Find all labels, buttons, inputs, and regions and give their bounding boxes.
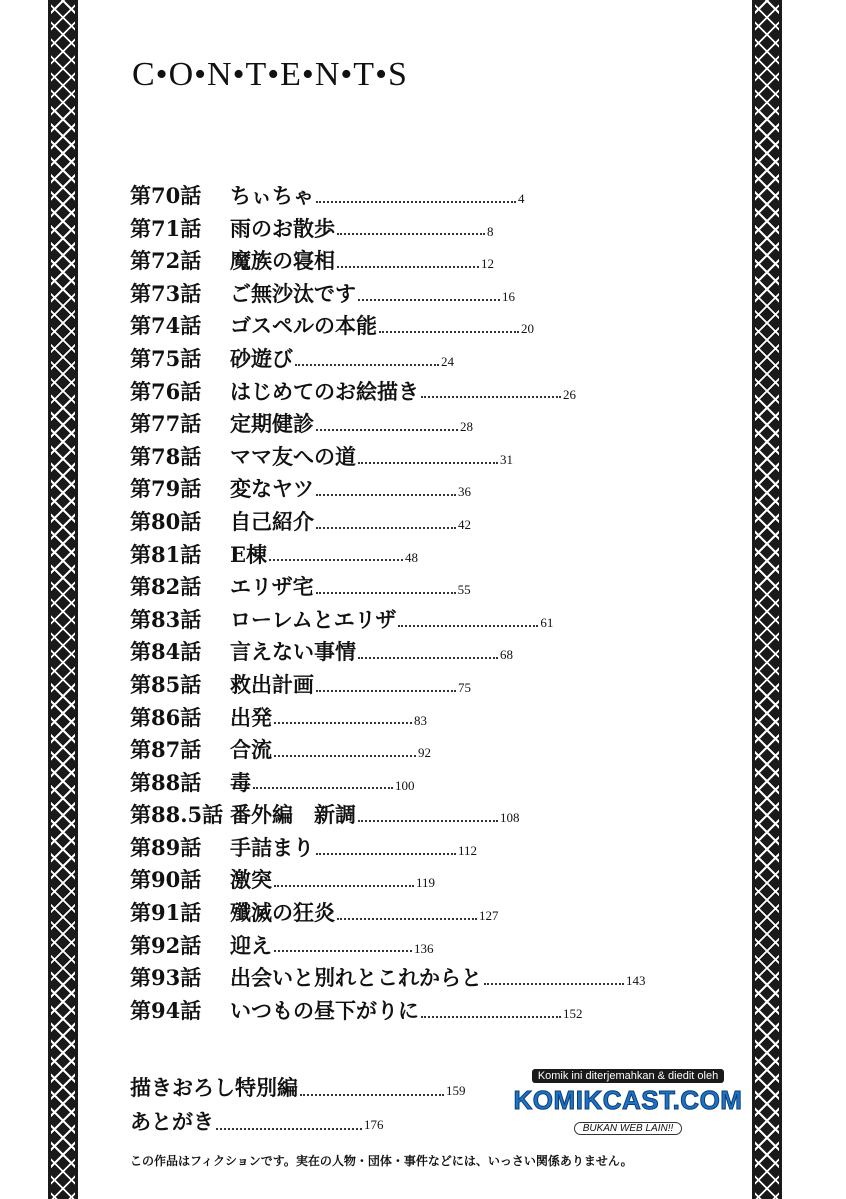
page-number: 112 <box>458 842 478 858</box>
dot-leader <box>379 328 519 333</box>
toc-entry <box>130 897 690 930</box>
chapter-title: 番外編 新調 <box>230 802 356 828</box>
dot-leader <box>253 784 393 789</box>
page-number: 16 <box>502 288 515 304</box>
dot-leader <box>358 654 498 659</box>
toc-entry <box>130 343 690 376</box>
chapter-title: はじめてのお絵描き <box>230 378 419 404</box>
chapter-number: 第70話 <box>130 183 202 208</box>
page-number: 100 <box>395 777 415 793</box>
chapter-number: 第88話 <box>130 769 202 795</box>
toc-entry <box>130 962 690 995</box>
chapter-title: 定期健診 <box>230 411 314 437</box>
dot-leader <box>337 263 479 268</box>
page-number: 28 <box>460 419 473 435</box>
page-number: 159 <box>446 1083 466 1098</box>
chapter-title: あとがき <box>130 1109 214 1134</box>
dot-leader <box>337 230 485 235</box>
page-number: 83 <box>414 712 427 728</box>
page-number: 26 <box>563 386 576 402</box>
toc-entry <box>130 376 690 409</box>
toc-entry <box>130 310 690 343</box>
chapter-number: 第80話 <box>130 508 202 534</box>
chapter-number: 第77話 <box>130 411 202 437</box>
page-number: 42 <box>458 516 471 532</box>
chapter-title: 殲滅の狂炎 <box>230 900 335 926</box>
toc-entry <box>130 799 690 832</box>
page-number: 61 <box>540 614 554 630</box>
extras-list <box>130 1072 550 1140</box>
dot-leader <box>316 850 456 855</box>
toc-entry <box>130 245 690 278</box>
toc-entry <box>130 473 690 506</box>
page-number: 75 <box>458 679 471 695</box>
chapter-title: 出発 <box>230 704 272 730</box>
chapter-number: 第94話 <box>130 997 202 1023</box>
dot-leader <box>295 361 439 366</box>
chapter-number: 第89話 <box>130 834 202 860</box>
dot-leader <box>358 459 498 464</box>
page-number: 48 <box>405 549 419 565</box>
toc-entry <box>130 767 690 800</box>
dot-leader <box>421 1013 561 1018</box>
page-number: 55 <box>457 582 471 598</box>
page-number: 31 <box>500 451 513 467</box>
dot-leader <box>216 1125 362 1130</box>
toc-entry <box>130 669 690 702</box>
chapter-title: 出会いと別れとこれからと <box>230 965 482 991</box>
scanlation-watermark <box>512 1064 744 1134</box>
toc-entry <box>130 702 690 735</box>
chapter-number: 第71話 <box>130 215 202 241</box>
chapter-number: 第83話 <box>130 606 202 632</box>
chapter-number: 第72話 <box>130 248 202 274</box>
chapter-number: 第86話 <box>130 704 202 730</box>
page-number: 24 <box>441 353 454 369</box>
dot-leader <box>274 752 416 757</box>
dot-leader <box>274 719 412 724</box>
chapter-number: 第91話 <box>130 900 202 926</box>
toc-entry <box>130 995 690 1028</box>
chapter-number: 第75話 <box>130 345 202 371</box>
dot-leader <box>316 198 516 203</box>
page-number: 4 <box>518 191 525 206</box>
chapter-title: 変なヤツ <box>230 476 314 502</box>
chapter-title: ローレムとエリザ <box>230 606 397 632</box>
dot-leader <box>316 491 456 496</box>
contents-heading: C•O•N•T•E•N•T•S <box>132 56 408 93</box>
chapter-number: 第82話 <box>130 574 202 600</box>
page-number: 108 <box>500 810 520 826</box>
chapter-number: 第74話 <box>130 313 202 339</box>
fiction-notice: この作品はフィクションです。実在の人物・団体・事件などには、いっさい関係ありません。 <box>130 1154 633 1168</box>
chapter-title: 毒 <box>230 769 251 795</box>
chapter-title: 雨のお散歩 <box>230 215 335 241</box>
page-number: 143 <box>626 973 646 989</box>
toc-entry <box>130 1072 550 1106</box>
toc-entry <box>130 1106 550 1140</box>
toc-entry <box>130 636 690 669</box>
dot-leader <box>484 980 624 985</box>
chapter-title: 合流 <box>230 737 272 763</box>
chapter-number: 第92話 <box>130 932 202 958</box>
page-number: 36 <box>458 484 471 500</box>
chapter-title: ちぃちゃ <box>230 183 314 208</box>
chapter-title: 砂遊び <box>230 345 293 371</box>
toc-entry <box>130 213 690 246</box>
chapter-number: 第84話 <box>130 639 202 665</box>
dot-leader <box>274 882 414 887</box>
chapter-title: エリザ宅 <box>230 574 314 600</box>
toc-entry <box>130 864 690 897</box>
dot-leader <box>358 296 500 301</box>
toc-entry <box>130 278 690 311</box>
dot-leader <box>316 687 456 692</box>
watermark-sub-text: BUKAN WEB LAIN!! <box>574 1122 683 1135</box>
chapter-number: 第87話 <box>130 737 202 763</box>
dot-leader <box>358 817 498 822</box>
chapter-title: ご無沙汰です <box>230 280 356 306</box>
chapter-title: ゴスペルの本能 <box>230 313 377 339</box>
chapter-number: 第88.5話 <box>130 802 224 828</box>
chapter-title: 描きおろし特別編 <box>130 1075 298 1100</box>
toc-entry <box>130 832 690 865</box>
chapter-number: 第93話 <box>130 965 202 991</box>
page-number: 176 <box>364 1117 384 1132</box>
chapter-number: 第81話 <box>130 541 202 567</box>
chapter-title: 激突 <box>230 867 272 893</box>
chapter-number: 第78話 <box>130 443 202 469</box>
page-number: 92 <box>418 745 431 761</box>
page-number: 127 <box>479 908 499 924</box>
chapter-number: 第90話 <box>130 867 202 893</box>
watermark-top-text: Komik ini diterjemahkan & diedit oleh <box>532 1069 724 1083</box>
toc-entry <box>130 180 690 213</box>
page-number: 152 <box>563 1005 583 1021</box>
chapter-title: 救出計画 <box>230 671 314 697</box>
page-number: 12 <box>481 256 494 272</box>
dot-leader <box>269 556 403 561</box>
dot-leader <box>274 947 412 952</box>
dot-leader <box>316 426 458 431</box>
chapter-title: 言えない事情 <box>230 639 356 665</box>
chapter-title: 魔族の寝相 <box>230 248 335 274</box>
page-number: 136 <box>414 940 434 956</box>
page-number: 20 <box>521 321 534 337</box>
table-of-contents <box>130 180 690 1027</box>
toc-entry <box>130 734 690 767</box>
toc-entry <box>130 408 690 441</box>
chapter-title: 迎え <box>230 932 272 958</box>
dot-leader <box>300 1091 444 1096</box>
dot-leader <box>316 524 456 529</box>
dot-leader <box>398 622 538 627</box>
chapter-title: ママ友への道 <box>230 443 356 469</box>
dot-leader <box>337 915 477 920</box>
right-decorative-border <box>752 0 782 1199</box>
watermark-logo: KOMIKCAST.COM <box>513 1085 743 1115</box>
chapter-number: 第85話 <box>130 671 202 697</box>
page-number: 119 <box>416 875 436 891</box>
chapter-title: E棟 <box>230 541 268 567</box>
toc-entry <box>130 539 690 572</box>
chapter-number: 第73話 <box>130 280 202 306</box>
toc-entry <box>130 506 690 539</box>
left-decorative-border <box>48 0 78 1199</box>
dot-leader <box>316 589 456 594</box>
chapter-title: 手詰まり <box>230 834 314 860</box>
toc-entry <box>130 441 690 474</box>
chapter-number: 第79話 <box>130 476 202 502</box>
toc-entry <box>130 604 690 637</box>
chapter-number: 第76話 <box>130 378 202 404</box>
dot-leader <box>421 393 561 398</box>
toc-entry <box>130 571 690 604</box>
chapter-title: 自己紹介 <box>230 508 314 534</box>
chapter-title: いつもの昼下がりに <box>230 997 419 1023</box>
toc-entry <box>130 930 690 963</box>
page-number: 68 <box>500 647 513 663</box>
page-number: 8 <box>487 223 494 239</box>
